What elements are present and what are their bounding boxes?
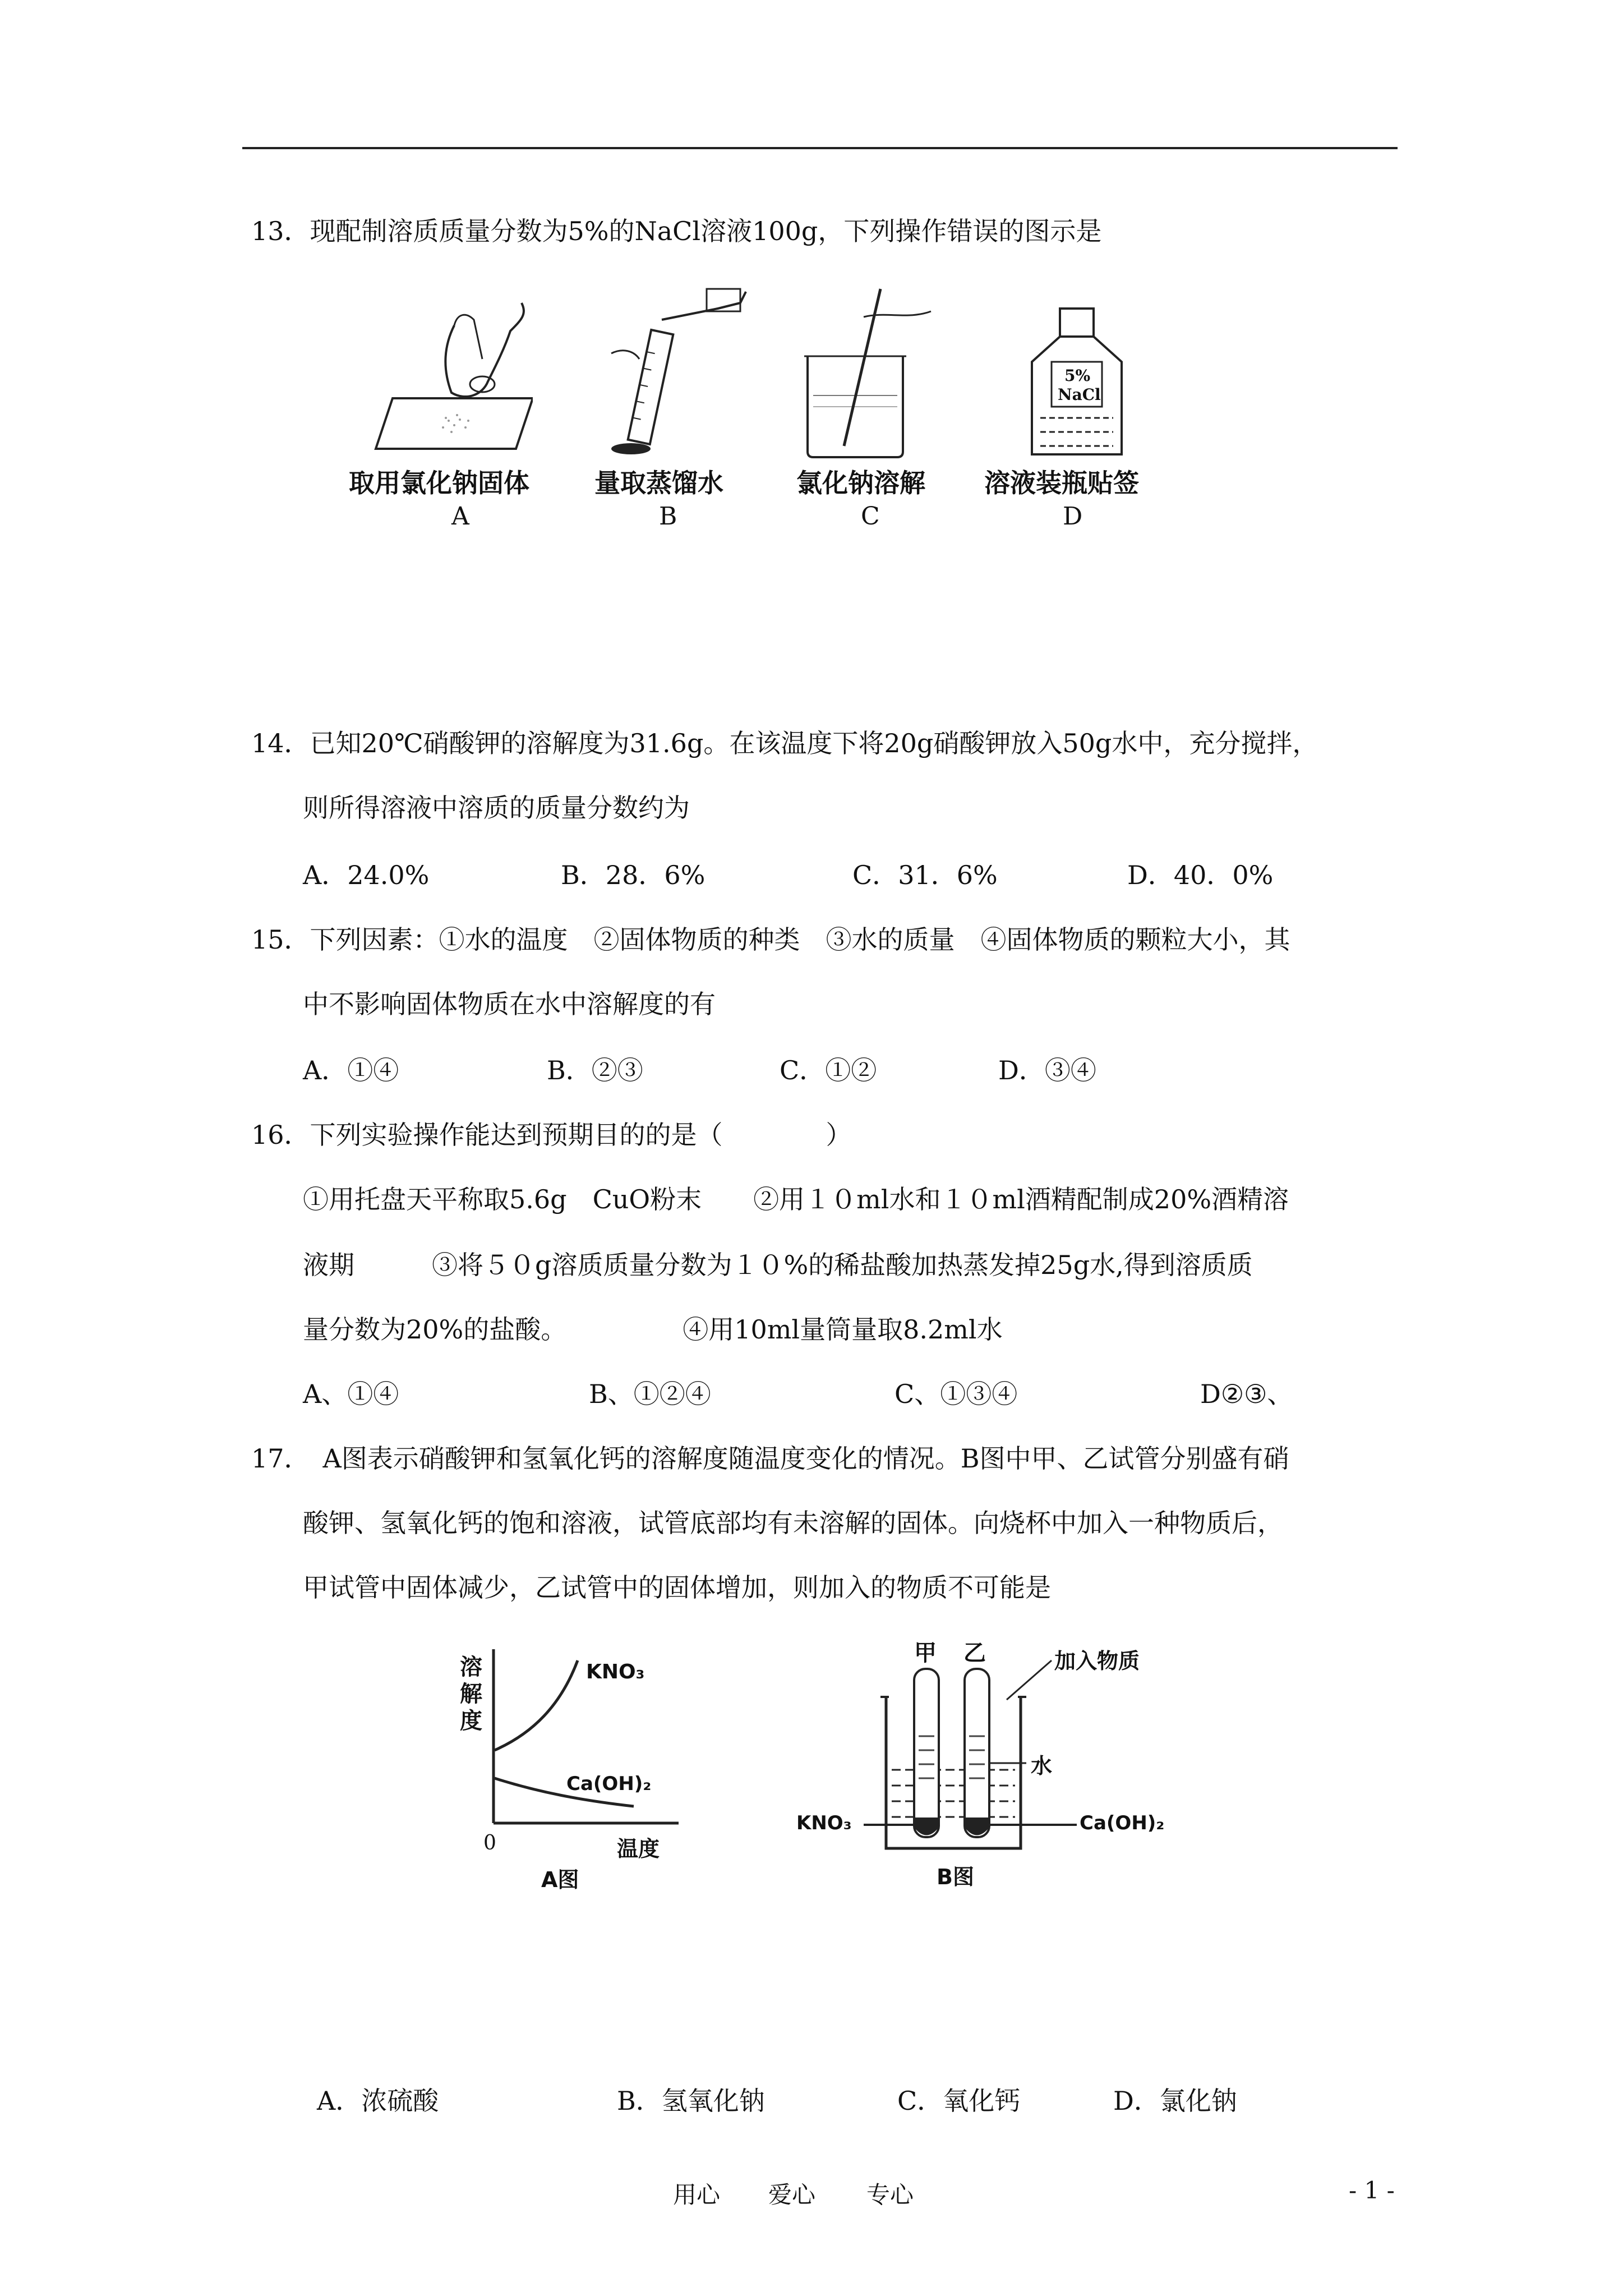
q16-stem: 16．下列实验操作能达到预期目的的是（ ）	[251, 1120, 852, 1150]
q14-stem-line1: 14．已知20℃硝酸钾的溶解度为31.6g。在该温度下将20g硝酸钾放入50g水中，充分搅拌，	[251, 728, 1318, 758]
q17-option-c: C．氧化钙	[897, 2086, 1021, 2116]
footer-motto-3: 专心	[866, 2181, 914, 2208]
bottle-label-percent: 5%	[1064, 366, 1091, 385]
q17-figure-b	[796, 1635, 1234, 1893]
q13-letter-c: C	[861, 502, 880, 531]
q13-figure-b	[594, 280, 774, 531]
q16-option-b: B、①②④	[589, 1379, 711, 1409]
q14-option-b: B．28．6%	[561, 860, 706, 890]
page-number: - 1 -	[1349, 2177, 1395, 2204]
beaker-stirring-illustration	[796, 278, 953, 466]
q17-stem-line1: 17． A图表示硝酸钾和氢氧化钙的溶解度随温度变化的情况。B图中甲、乙试管分别盛有硝	[251, 1443, 1289, 1474]
figA-ylabel-1: 溶	[460, 1654, 482, 1680]
q15-option-b: B．②③	[547, 1055, 643, 1085]
q16-line2: 液期 ③将５０g溶质质量分数为１０%的稀盐酸加热蒸发掉25g水,得到溶质质	[303, 1250, 1253, 1280]
figA-ylabel-2: 解	[460, 1681, 482, 1707]
q17-option-b: B．氢氧化钠	[617, 2086, 765, 2116]
figB-left-label: KNO₃	[796, 1812, 852, 1834]
q16-option-a: A、①④	[303, 1379, 399, 1409]
q13-figure-d	[984, 306, 1139, 531]
q17-option-d: D．氯化钠	[1113, 2086, 1237, 2116]
figB-caption: B图	[937, 1865, 974, 1889]
q13-figure-c	[796, 278, 953, 531]
graduated-cylinder-illustration	[606, 280, 774, 466]
q13-letter-a: A	[451, 502, 469, 531]
salt-on-paper-illustration	[353, 280, 533, 466]
q13-caption-a: 取用氯化钠固体	[349, 468, 529, 498]
bottle-label-formula: NaCl	[1058, 385, 1101, 404]
q15-stem-line1: 15．下列因素：①水的温度 ②固体物质的种类 ③水的质量 ④固体物质的颗粒大小，其	[251, 924, 1290, 955]
q13-caption-b: 量取蒸馏水	[594, 468, 723, 498]
q14-stem-line2: 则所得溶液中溶质的质量分数约为	[303, 793, 690, 823]
header-rule	[242, 147, 1398, 149]
q15-option-a: A．①④	[303, 1055, 399, 1085]
figB-tube1-label: 甲	[914, 1640, 937, 1666]
footer-motto-2: 爱心	[768, 2181, 816, 2208]
q15-option-d: D．③④	[998, 1055, 1096, 1085]
q15-stem-line2: 中不影响固体物质在水中溶解度的有	[303, 989, 716, 1019]
q13-caption-c: 氯化钠溶解	[796, 468, 925, 498]
figA-xlabel: 温度	[617, 1837, 660, 1861]
q17-stem-line2: 酸钾、氢氧化钙的饱和溶液，试管底部均有未溶解的固体。向烧杯中加入一种物质后，	[303, 1508, 1283, 1538]
figA-curve2-label: Ca(OH)₂	[566, 1773, 652, 1795]
q15-option-c: C．①②	[780, 1055, 877, 1085]
figB-water-label: 水	[1031, 1754, 1053, 1778]
figA-ylabel-3: 度	[460, 1708, 482, 1734]
beaker-test-tubes	[796, 1635, 1234, 1893]
footer-motto-1: 用心	[673, 2181, 721, 2208]
kno3-curve	[495, 1660, 578, 1750]
q13-stem: 13．现配制溶质质量分数为5%的NaCl溶液100g，下列操作错误的图示是	[251, 216, 1102, 246]
figB-right-label: Ca(OH)₂	[1080, 1812, 1165, 1834]
figB-added-label: 加入物质	[1054, 1649, 1140, 1673]
q13-letter-d: D	[1063, 502, 1083, 531]
q17-stem-line3: 甲试管中固体减少，乙试管中的固体增加，则加入的物质不可能是	[303, 1572, 1051, 1603]
q16-option-d: D②③、	[1200, 1379, 1293, 1409]
q13-figure-a	[349, 280, 533, 531]
q13-letter-b: B	[659, 502, 677, 531]
q13-caption-d: 溶液装瓶贴签	[984, 468, 1139, 498]
q14-option-a: A．24.0%	[303, 860, 430, 890]
figA-curve1-label: KNO₃	[586, 1660, 645, 1683]
q16-line3: 量分数为20%的盐酸。 ④用10ml量筒量取8.2ml水	[303, 1314, 1003, 1345]
figA-origin: 0	[483, 1832, 496, 1855]
q14-option-c: C．31．6%	[852, 860, 998, 890]
figA-caption: A图	[541, 1867, 579, 1892]
q14-option-d: D．40．0%	[1127, 860, 1274, 890]
q17-option-a: A．浓硫酸	[317, 2086, 439, 2116]
q16-line1: ①用托盘天平称取5.6g CuO粉末 ②用１０ml水和１０ml酒精配制成20%酒精溶	[303, 1184, 1289, 1214]
q17-figure-a	[449, 1638, 684, 1896]
figB-tube2-label: 乙	[963, 1640, 986, 1666]
q16-option-c: C、①③④	[895, 1379, 1018, 1409]
